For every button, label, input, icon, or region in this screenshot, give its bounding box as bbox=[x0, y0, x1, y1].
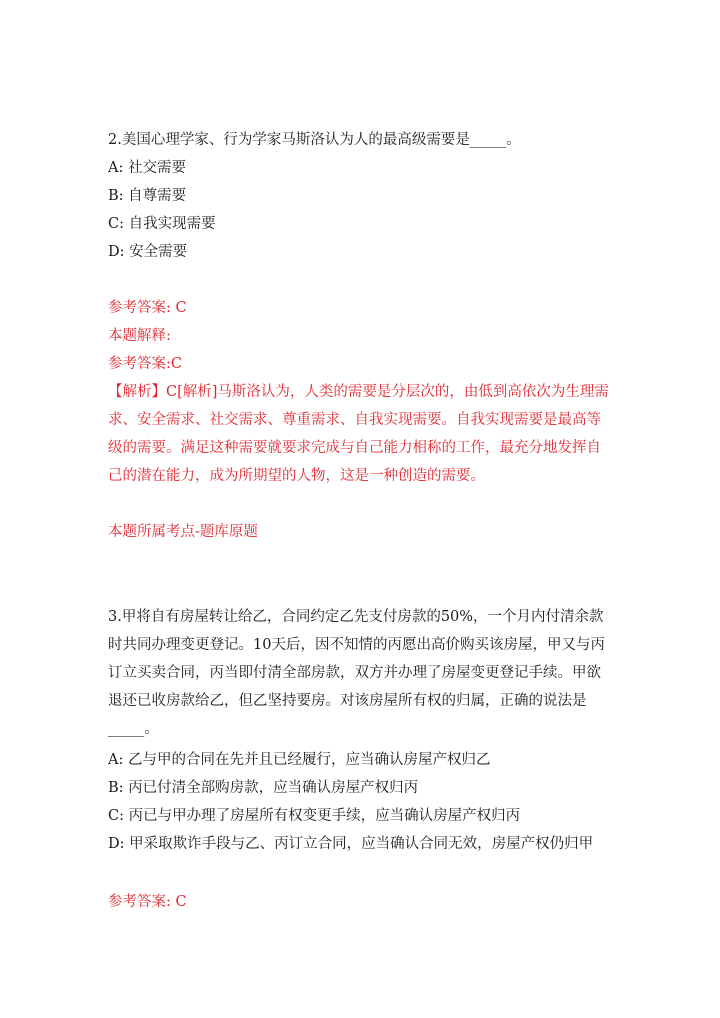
question-2-option-b: B: 自尊需要 bbox=[108, 188, 187, 204]
question-3-option-c: C: 丙已与甲办理了房屋所有权变更手续，应当确认房屋产权归丙 bbox=[108, 808, 521, 824]
question-2-option-a: A: 社交需要 bbox=[108, 160, 186, 176]
question-2-answer-repeat: 参考答案:C bbox=[108, 356, 182, 372]
question-3-stem-line-3: 订立买卖合同，丙当即付清全部房款，双方并办理了房屋变更登记手续。甲欲 bbox=[108, 665, 601, 681]
question-2-category: 本题所属考点-题库原题 bbox=[108, 524, 258, 540]
question-3-stem-line-4: 退还已收房款给乙，但乙坚持要房。对该房屋所有权的归属，正确的说法是 bbox=[108, 693, 587, 709]
question-2-analysis-line-4: 己的潜在能力，成为所期望的人物，这是一种创造的需要。 bbox=[108, 468, 485, 484]
question-3-option-b: B: 丙已付清全部购房款，应当确认房屋产权归丙 bbox=[108, 780, 419, 796]
question-2-analysis-line-3: 级的需要。满足这种需要就要求完成与自己能力相称的工作，最充分地发挥自 bbox=[108, 440, 601, 456]
question-3-option-a: A: 乙与甲的合同在先并且已经履行，应当确认房屋产权归乙 bbox=[108, 752, 491, 768]
question-2-explanation-title: 本题解释: bbox=[108, 328, 171, 344]
question-3-stem-line-5: _____。 bbox=[108, 721, 159, 737]
question-2-analysis-line-2: 求、安全需求、社交需求、尊重需求、自我实现需要。自我实现需要是最高等 bbox=[108, 412, 601, 428]
question-2-answer: 参考答案: C bbox=[108, 300, 187, 316]
question-3-stem-line-2: 时共同办理变更登记。10天后，因不知情的丙愿出高价购买该房屋，甲又与丙 bbox=[108, 637, 605, 653]
question-2-stem: 2.美国心理学家、行为学家马斯洛认为人的最高级需要是_____。 bbox=[108, 132, 521, 148]
question-2-option-c: C: 自我实现需要 bbox=[108, 216, 216, 232]
question-2-analysis-line-1: 【解析】C[解析]马斯洛认为，人类的需要是分层次的，由低到高依次为生理需 bbox=[108, 384, 609, 400]
question-3-stem-line-1: 3.甲将自有房屋转让给乙，合同约定乙先支付房款的50%，一个月内付清余款 bbox=[108, 609, 604, 625]
question-3-option-d: D: 甲采取欺诈手段与乙、丙订立合同，应当确认合同无效，房屋产权仍归甲 bbox=[108, 836, 594, 852]
question-3-answer: 参考答案: C bbox=[108, 894, 187, 910]
question-2-option-d: D: 安全需要 bbox=[108, 244, 188, 260]
